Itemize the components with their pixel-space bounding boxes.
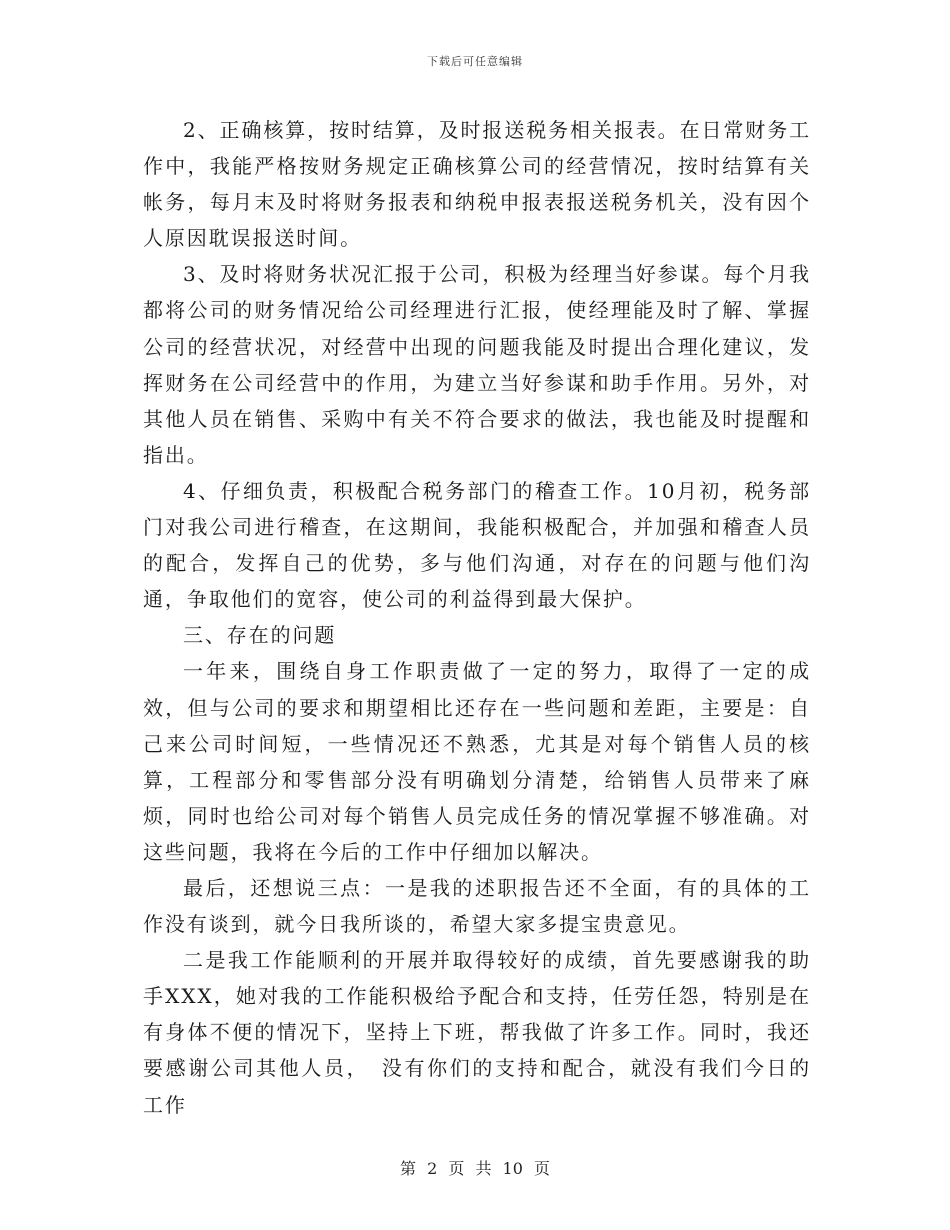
section-heading-problems: 三、存在的问题	[183, 623, 337, 648]
paragraph-item-3: 3、及时将财务状况汇报于公司，积极为经理当好参谋。每个月我都将公司的财务情况给公司经理进行汇报，使经理能及时了解、掌握公司的经营状况，对经营中出现的问题我能及时提出合理化建议，发挥财务在公司经营中的作用，为建立当好参谋和助手作用。另外，对其他人员在销售、采购中有关不符合要求的做法，我也能及时提醒和指出。	[143, 262, 811, 467]
document-body	[143, 112, 811, 1123]
paragraph-item-4: 4、仔细负责，积极配合税务部门的稽查工作。10月初，税务部门对我公司进行稽查，在这期间，我能积极配合，并加强和稽查人员的配合，发挥自己的优势，多与他们沟通，对存在的问题与他们沟通，争取他们的宽容，使公司的利益得到最大保护。	[143, 478, 811, 612]
paragraph-item-2: 2、正确核算，按时结算，及时报送税务相关报表。在日常财务工作中，我能严格按财务规定正确核算公司的经营情况，按时结算有关帐务，每月末及时将财务报表和纳税申报表报送税务机关，没有因个人原因耽误报送时间。	[143, 118, 811, 251]
page-header: 下载后可任意编辑	[427, 55, 523, 68]
paragraph-closing-1: 最后，还想说三点：一是我的述职报告还不全面，有的具体的工作没有谈到，就今日我所谈的，希望大家多提宝贵意见。	[143, 875, 811, 937]
paragraph-problems: 一年来，围绕自身工作职责做了一定的努力，取得了一定的成效，但与公司的要求和期望相比还存在一些问题和差距，主要是：自己来公司时间短，一些情况还不熟悉，尤其是对每个销售人员的核算，工程部分和零售部分没有明确划分清楚，给销售人员带来了麻烦，同时也给公司对每个销售人员完成任务的情况掌握不够准确。对这些问题，我将在今后的工作中仔细加以解决。	[143, 659, 811, 864]
paragraph-closing-2: 二是我工作能顺利的开展并取得较好的成绩，首先要感谢我的助手XXX，她对我的工作能积极给予配合和支持，任劳任怨，特别是在有身体不便的情况下，坚持上下班，帮我做了许多工作。同时，我还要感谢公司其他人员， 没有你们的支持和配合，就没有我们今日的工作	[143, 948, 811, 1117]
page-number-footer: 第 2 页 共 10 页	[400, 1159, 550, 1178]
